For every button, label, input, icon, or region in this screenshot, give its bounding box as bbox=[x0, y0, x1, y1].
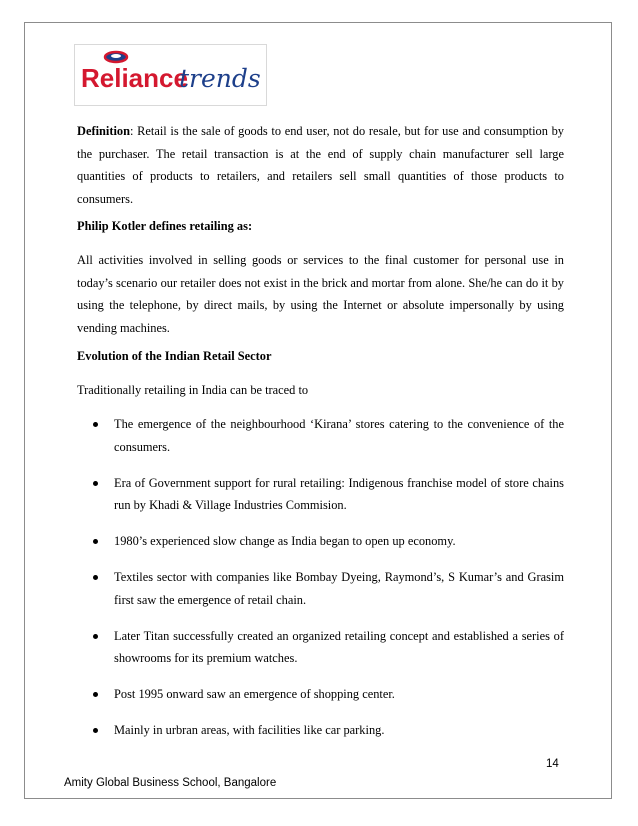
list-item: The emergence of the neighbourhood ‘Kirana’ stores catering to the convenience of the consumers. bbox=[93, 413, 564, 458]
evolution-intro: Traditionally retailing in India can be traced to bbox=[77, 383, 309, 397]
reliance-emblem-icon bbox=[105, 52, 127, 62]
kotler-heading: Philip Kotler defines retailing as: bbox=[77, 219, 253, 233]
list-item: Post 1995 onward saw an emergence of shopping center. bbox=[93, 683, 564, 706]
list-item: Mainly in urbran areas, with facilities like car parking. bbox=[93, 719, 564, 742]
bullet-dot-icon bbox=[93, 634, 98, 639]
bullet-dot-icon bbox=[93, 692, 98, 697]
list-item: 1980’s experienced slow change as India began to open up economy. bbox=[93, 530, 564, 553]
definition-text: : Retail is the sale of goods to end user, not do resale, but for use and consumption by the purchaser. The retail transaction is at the end of supply chain manufacturer sell large quantities of products to retailers, and retailers sell small quantities of those products to consumers. bbox=[77, 124, 564, 206]
bullet-dot-icon bbox=[93, 539, 98, 544]
logo-sub-word: trends bbox=[179, 64, 261, 93]
kotler-paragraph: All activities involved in selling goods or services to the final customer for personal use in today’s scenario our retailer does not exist in the brick and mortar from alone. She/he can do it by using the telephone, by direct mails, by using the Internet or absolute impersonally by using vending machines. bbox=[77, 253, 564, 335]
evolution-bullet-list bbox=[93, 413, 564, 755]
list-item: Era of Government support for rural retailing: Indigenous franchise model of store chains run by Khadi & Village Industries Commision. bbox=[93, 472, 564, 517]
bullet-dot-icon bbox=[93, 422, 98, 427]
page-number: 14 bbox=[546, 758, 559, 770]
definition-label: Definition bbox=[77, 124, 131, 138]
logo-brand-word: Reliance bbox=[81, 63, 188, 93]
reliance-trends-logo bbox=[74, 44, 267, 106]
evolution-heading: Evolution of the Indian Retail Sector bbox=[77, 349, 272, 363]
list-item: Later Titan successfully created an organized retailing concept and established a series of showrooms for its premium watches. bbox=[93, 625, 564, 670]
bullet-dot-icon bbox=[93, 481, 98, 486]
bullet-dot-icon bbox=[93, 728, 98, 733]
list-item: Textiles sector with companies like Bombay Dyeing, Raymond’s, S Kumar’s and Grasim first saw the emergence of retail chain. bbox=[93, 566, 564, 611]
bullet-dot-icon bbox=[93, 575, 98, 580]
page-footer: Amity Global Business School, Bangalore bbox=[64, 777, 277, 789]
definition-paragraph bbox=[77, 120, 564, 210]
